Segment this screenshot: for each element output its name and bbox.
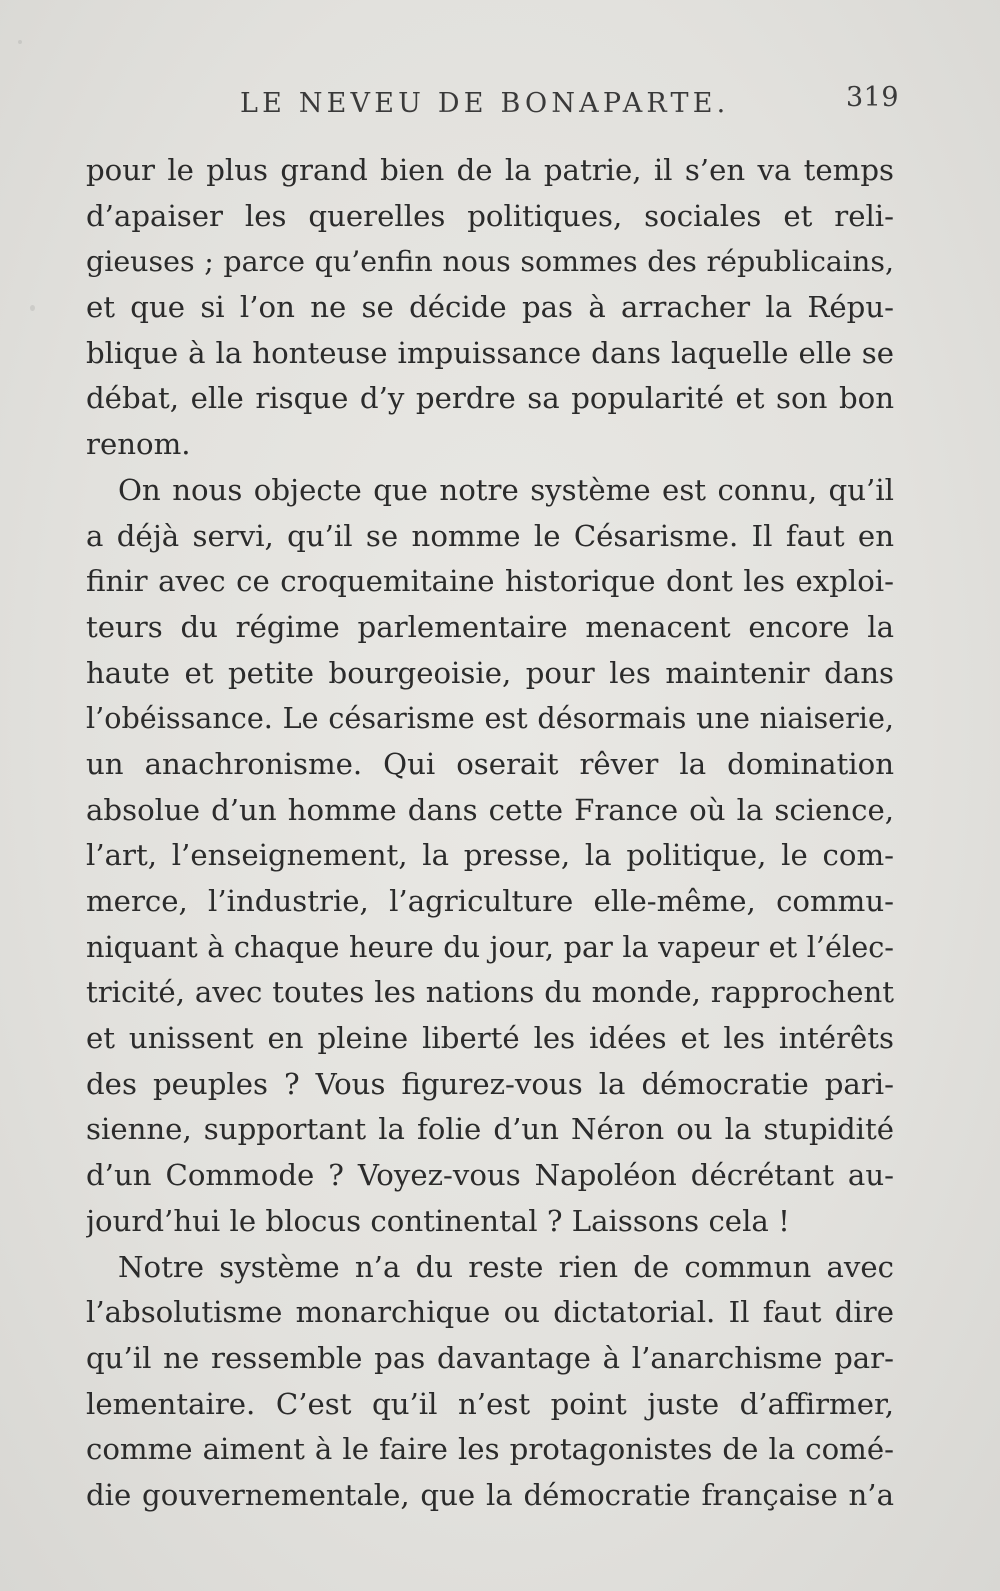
text-line: blique à la honteuse impuissance dans laquelle elle se — [86, 335, 894, 370]
text-line: l’obéissance. Le césarisme est désormais une niaiserie, — [86, 701, 894, 736]
text-line: teurs du régime parlementaire menacent encore la — [86, 609, 894, 644]
running-title: LE NEVEU DE BONAPARTE. — [240, 88, 730, 119]
paper-speck — [18, 40, 22, 44]
page-number: 319 — [846, 82, 900, 113]
text-line: haute et petite bourgeoisie, pour les maintenir dans — [86, 655, 894, 690]
text-line: niquant à chaque heure du jour, par la vapeur et l’élec- — [86, 929, 894, 964]
text-line: merce, l’industrie, l’agriculture elle-même, commu- — [86, 884, 894, 918]
text-line: l’art, l’enseignement, la presse, la politique, le com- — [86, 838, 894, 873]
text-line: qu’il ne ressemble pas davantage à l’anarchisme par- — [86, 1340, 894, 1375]
text-line: finir avec ce croquemitaine historique dont les exploi- — [86, 564, 894, 599]
text-line: pour le plus grand bien de la patrie, il s’en va temps — [86, 153, 894, 187]
text-line: l’absolutisme monarchique ou dictatorial. Il faut dire — [86, 1295, 894, 1330]
text-line: gieuses ; parce qu’enfin nous sommes des républicains, — [86, 245, 894, 279]
text-line: débat, elle risque d’y perdre sa popularité et son bon — [86, 381, 894, 416]
text-line: d’un Commode ? Voyez-vous Napoléon décrétant au- — [86, 1158, 894, 1193]
text-line: d’apaiser les querelles politiques, sociales et reli- — [86, 198, 894, 233]
text-line: un anachronisme. Qui oserait rêver la domination — [86, 746, 894, 781]
paper-speck — [30, 305, 35, 311]
text-line: renom. — [86, 427, 191, 462]
paragraph-first-line: Notre système n’a du reste rien de commun avec — [118, 1249, 894, 1284]
text-line: absolue d’un homme dans cette France où la science, — [86, 792, 894, 827]
paragraph-first-line: On nous objecte que notre système est connu, qu’il — [118, 472, 894, 507]
text-line: comme aiment à le faire les protagonistes de la comé- — [86, 1432, 894, 1467]
text-line: et unissent en pleine liberté les idées et les intérêts — [86, 1021, 894, 1056]
text-line: tricité, avec toutes les nations du monde, rapprochent — [86, 975, 894, 1010]
text-line: die gouvernementale, que la démocratie française n’a — [86, 1477, 894, 1512]
text-line: des peuples ? Vous figurez-vous la démocratie pari- — [86, 1066, 894, 1101]
running-header — [0, 82, 1000, 130]
text-line: jourd’hui le blocus continental ? Laissons cela ! — [86, 1203, 790, 1238]
text-line: lementaire. C’est qu’il n’est point juste d’affirmer, — [86, 1386, 894, 1421]
text-line: a déjà servi, qu’il se nomme le Césarisme. Il faut en — [86, 518, 894, 553]
body-text — [86, 148, 894, 1519]
text-line: sienne, supportant la folie d’un Néron ou la stupidité — [86, 1112, 894, 1147]
text-line: et que si l’on ne se décide pas à arracher la Répu- — [86, 290, 894, 325]
